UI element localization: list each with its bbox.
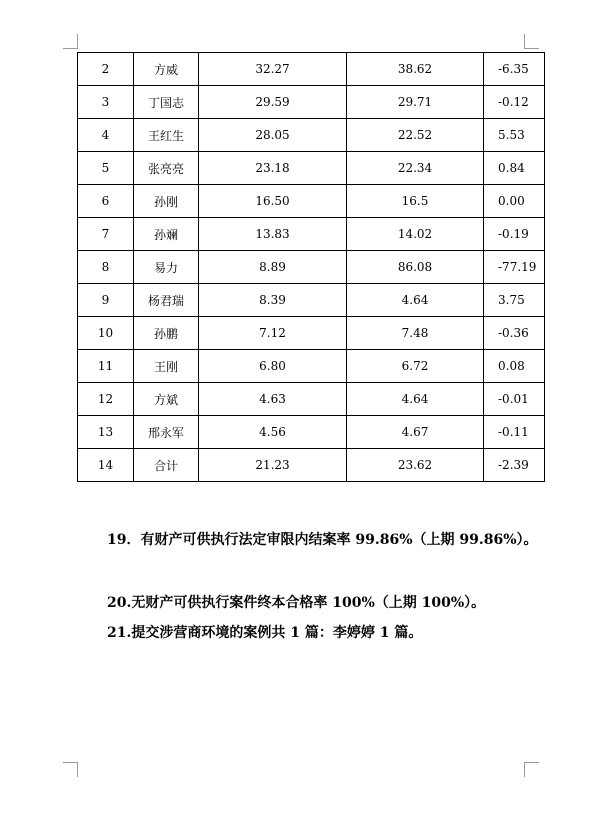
page-corner-mark-bottom-left <box>63 762 78 777</box>
table-row <box>78 350 545 383</box>
table-row <box>78 119 545 152</box>
paragraph-item-20: 20.无财产可供执行案件终本合格率 100%（上期 100%）。 <box>107 595 486 611</box>
cell-number: 7 <box>78 218 134 251</box>
cell-current-value: 13.83 <box>199 218 347 251</box>
table-row <box>78 449 545 482</box>
cell-name: 易力 <box>134 251 199 284</box>
cell-name: 张亮亮 <box>134 152 199 185</box>
cell-current-value: 16.50 <box>199 185 347 218</box>
cell-current-value: 4.63 <box>199 383 347 416</box>
cell-change-value: 0.00 <box>484 185 545 218</box>
cell-number: 14 <box>78 449 134 482</box>
cell-previous-value: 4.67 <box>347 416 484 449</box>
cell-name: 王刚 <box>134 350 199 383</box>
cell-current-value: 8.39 <box>199 284 347 317</box>
cell-current-value: 7.12 <box>199 317 347 350</box>
cell-change-value: 5.53 <box>484 119 545 152</box>
cell-number: 4 <box>78 119 134 152</box>
cell-previous-value: 22.34 <box>347 152 484 185</box>
cell-current-value: 23.18 <box>199 152 347 185</box>
table-row <box>78 251 545 284</box>
cell-change-value: -0.12 <box>484 86 545 119</box>
cell-previous-value: 6.72 <box>347 350 484 383</box>
cell-name: 孙刚 <box>134 185 199 218</box>
cell-name: 邢永军 <box>134 416 199 449</box>
cell-previous-value: 23.62 <box>347 449 484 482</box>
cell-change-value: 0.08 <box>484 350 545 383</box>
cell-number: 8 <box>78 251 134 284</box>
table-row <box>78 86 545 119</box>
cell-current-value: 8.89 <box>199 251 347 284</box>
paragraph-item-21: 21.提交涉营商环境的案例共 1 篇：李婷婷 1 篇。 <box>107 625 423 641</box>
table-row <box>78 218 545 251</box>
cell-change-value: -0.11 <box>484 416 545 449</box>
cell-previous-value: 38.62 <box>347 53 484 86</box>
page-corner-mark-top-left <box>63 34 78 49</box>
table-row <box>78 317 545 350</box>
table-row <box>78 185 545 218</box>
table-body <box>78 53 545 482</box>
paragraph-item-19: 19．有财产可供执行法定审限内结案率 99.86%（上期 99.86%）。 <box>107 532 538 548</box>
cell-change-value: -2.39 <box>484 449 545 482</box>
cell-previous-value: 14.02 <box>347 218 484 251</box>
table-row <box>78 152 545 185</box>
cell-name: 方威 <box>134 53 199 86</box>
cell-name: 王红生 <box>134 119 199 152</box>
cell-current-value: 29.59 <box>199 86 347 119</box>
cell-current-value: 4.56 <box>199 416 347 449</box>
cell-number: 3 <box>78 86 134 119</box>
cell-previous-value: 4.64 <box>347 383 484 416</box>
statistics-table <box>77 52 545 482</box>
cell-change-value: -6.35 <box>484 53 545 86</box>
cell-previous-value: 22.52 <box>347 119 484 152</box>
cell-number: 5 <box>78 152 134 185</box>
table-row <box>78 53 545 86</box>
cell-previous-value: 4.64 <box>347 284 484 317</box>
cell-name: 丁国志 <box>134 86 199 119</box>
cell-change-value: 0.84 <box>484 152 545 185</box>
cell-number: 6 <box>78 185 134 218</box>
cell-number: 12 <box>78 383 134 416</box>
cell-previous-value: 16.5 <box>347 185 484 218</box>
cell-name: 杨君瑞 <box>134 284 199 317</box>
cell-change-value: -77.19 <box>484 251 545 284</box>
cell-number: 2 <box>78 53 134 86</box>
cell-previous-value: 7.48 <box>347 317 484 350</box>
table-row <box>78 383 545 416</box>
cell-number: 11 <box>78 350 134 383</box>
cell-change-value: -0.19 <box>484 218 545 251</box>
cell-change-value: -0.01 <box>484 383 545 416</box>
page-corner-mark-bottom-right <box>524 762 539 777</box>
cell-current-value: 21.23 <box>199 449 347 482</box>
cell-number: 9 <box>78 284 134 317</box>
table-row <box>78 284 545 317</box>
cell-name: 孙斓 <box>134 218 199 251</box>
cell-name: 方斌 <box>134 383 199 416</box>
cell-number: 13 <box>78 416 134 449</box>
cell-current-value: 6.80 <box>199 350 347 383</box>
cell-previous-value: 86.08 <box>347 251 484 284</box>
cell-previous-value: 29.71 <box>347 86 484 119</box>
cell-current-value: 28.05 <box>199 119 347 152</box>
cell-name: 合计 <box>134 449 199 482</box>
page-corner-mark-top-right <box>524 34 539 49</box>
table-row <box>78 416 545 449</box>
cell-name: 孙鹏 <box>134 317 199 350</box>
cell-number: 10 <box>78 317 134 350</box>
cell-change-value: 3.75 <box>484 284 545 317</box>
cell-current-value: 32.27 <box>199 53 347 86</box>
cell-change-value: -0.36 <box>484 317 545 350</box>
